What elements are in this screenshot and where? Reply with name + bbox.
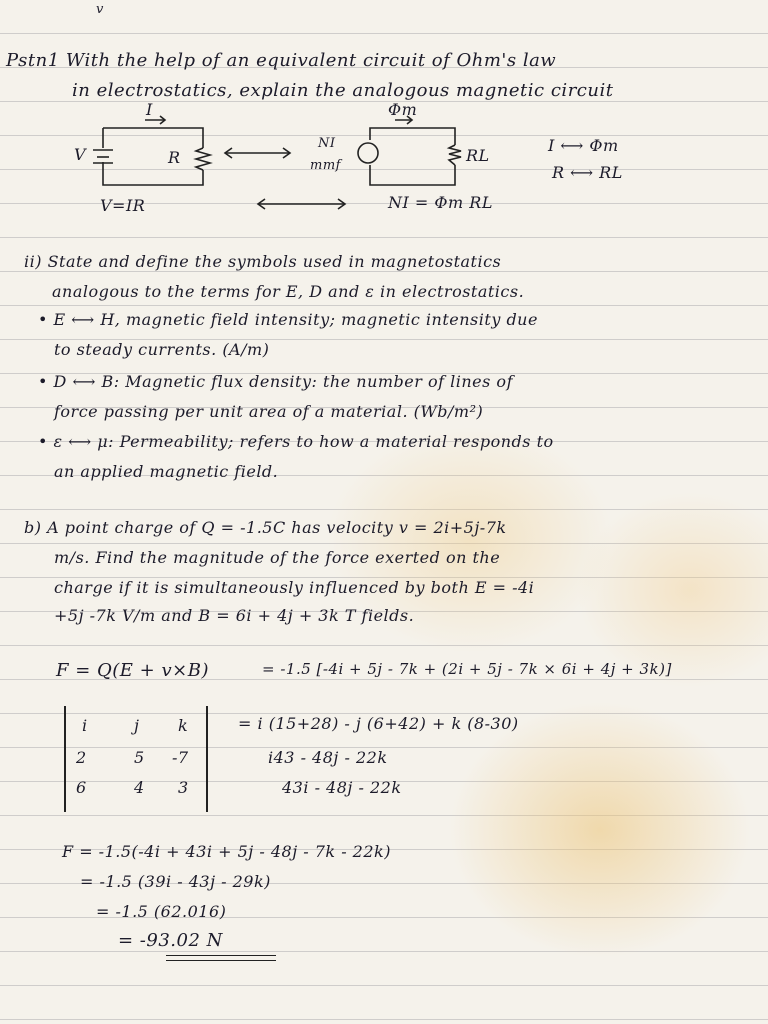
force-final-answer: = -93.02 N — [118, 930, 223, 951]
det-r2c3: -7 — [172, 748, 189, 767]
corner-mark: v — [96, 2, 104, 17]
det-r1c1: i — [82, 716, 88, 735]
det-r3c2: 4 — [134, 778, 145, 797]
answer-underline-2 — [166, 960, 276, 961]
det-r2c2: 5 — [134, 748, 145, 767]
det-r1c3: k — [178, 716, 189, 735]
part-ii-line-2: analogous to the terms for E, D and ε in electrostatics. — [52, 282, 525, 301]
force-step-3: = -1.5 (62.016) — [96, 902, 227, 921]
bullet-1-line-1: • E ⟷ H, magnetic field intensity; magnetic intensity due — [38, 310, 538, 329]
force-step-1: F = -1.5(-4i + 43i + 5j - 48j - 7k - 22k) — [62, 842, 391, 861]
det-r3c3: 3 — [178, 778, 189, 797]
ohms-law-equation: V=IR — [100, 196, 146, 215]
bullet-3-line-2: an applied magnetic field. — [54, 462, 279, 481]
label-mmf: mmf — [310, 158, 341, 173]
electric-circuit-top-wire — [103, 128, 203, 148]
bullet-2-line-2: force passing per unit area of a material. (Wb/m²) — [54, 402, 484, 421]
analogy-resistance-reluctance: R ⟷ RL — [552, 163, 623, 182]
reluctance-symbol — [449, 145, 461, 165]
magnetic-circuit-top-wire — [370, 128, 455, 145]
analogy-current-flux: I ⟷ Φm — [548, 136, 619, 155]
cross-product-partial: i43 - 48j - 22k — [268, 748, 388, 767]
bullet-2-line-1: • D ⟷ B: Magnetic flux density: the number of lines of — [38, 372, 513, 391]
label-reluctance: RL — [466, 146, 490, 165]
resistor-symbol — [196, 148, 210, 170]
electric-circuit-bottom-wire — [103, 162, 203, 185]
part-b-line-3: charge if it is simultaneously influenced by both E = -4i — [54, 578, 535, 597]
label-current: I — [146, 100, 153, 119]
question-line-1: Pstn1 With the help of an equivalent circuit of Ohm's law — [6, 50, 557, 71]
cross-product-expansion: = i (15+28) - j (6+42) + k (8-30) — [238, 714, 519, 733]
answer-underline-1 — [166, 955, 276, 956]
lorentz-force-formula: F = Q(E + v×B) — [56, 660, 209, 681]
cross-product-result: 43i - 48j - 22k — [282, 778, 402, 797]
label-resistance: R — [168, 148, 181, 167]
label-voltage: V — [74, 145, 87, 164]
label-NI: NI — [318, 136, 336, 151]
part-ii-line-1: ii) State and define the symbols used in magnetostatics — [24, 252, 502, 271]
part-b-line-2: m/s. Find the magnitude of the force exerted on the — [54, 548, 501, 567]
label-flux: Φm — [388, 100, 418, 119]
determinant-right-bar — [206, 706, 208, 812]
det-r1c2: j — [134, 716, 140, 735]
bullet-3-line-1: • ε ⟷ μ: Permeability; refers to how a material responds to — [38, 432, 554, 451]
force-step-2: = -1.5 (39i - 43j - 29k) — [80, 872, 271, 891]
mmf-source-symbol — [358, 143, 378, 163]
question-line-2: in electrostatics, explain the analogous magnetic circuit — [72, 80, 614, 101]
determinant-left-bar — [64, 706, 66, 812]
det-r3c1: 6 — [76, 778, 87, 797]
lorentz-force-substitution: = -1.5 [-4i + 5j - 7k + (2i + 5j - 7k × 6i + 4j + 3k)] — [262, 660, 672, 678]
magnetic-circuit-bottom-wire — [370, 165, 455, 185]
part-b-line-1: b) A point charge of Q = -1.5C has velocity v = 2i+5j-7k — [24, 518, 507, 537]
bullet-1-line-2: to steady currents. (A/m) — [54, 340, 270, 359]
magnetic-ohms-law-equation: NI = Φm RL — [388, 193, 493, 212]
det-r2c1: 2 — [76, 748, 87, 767]
part-b-line-4: +5j -7k V/m and B = 6i + 4j + 3k T fields. — [54, 606, 415, 625]
